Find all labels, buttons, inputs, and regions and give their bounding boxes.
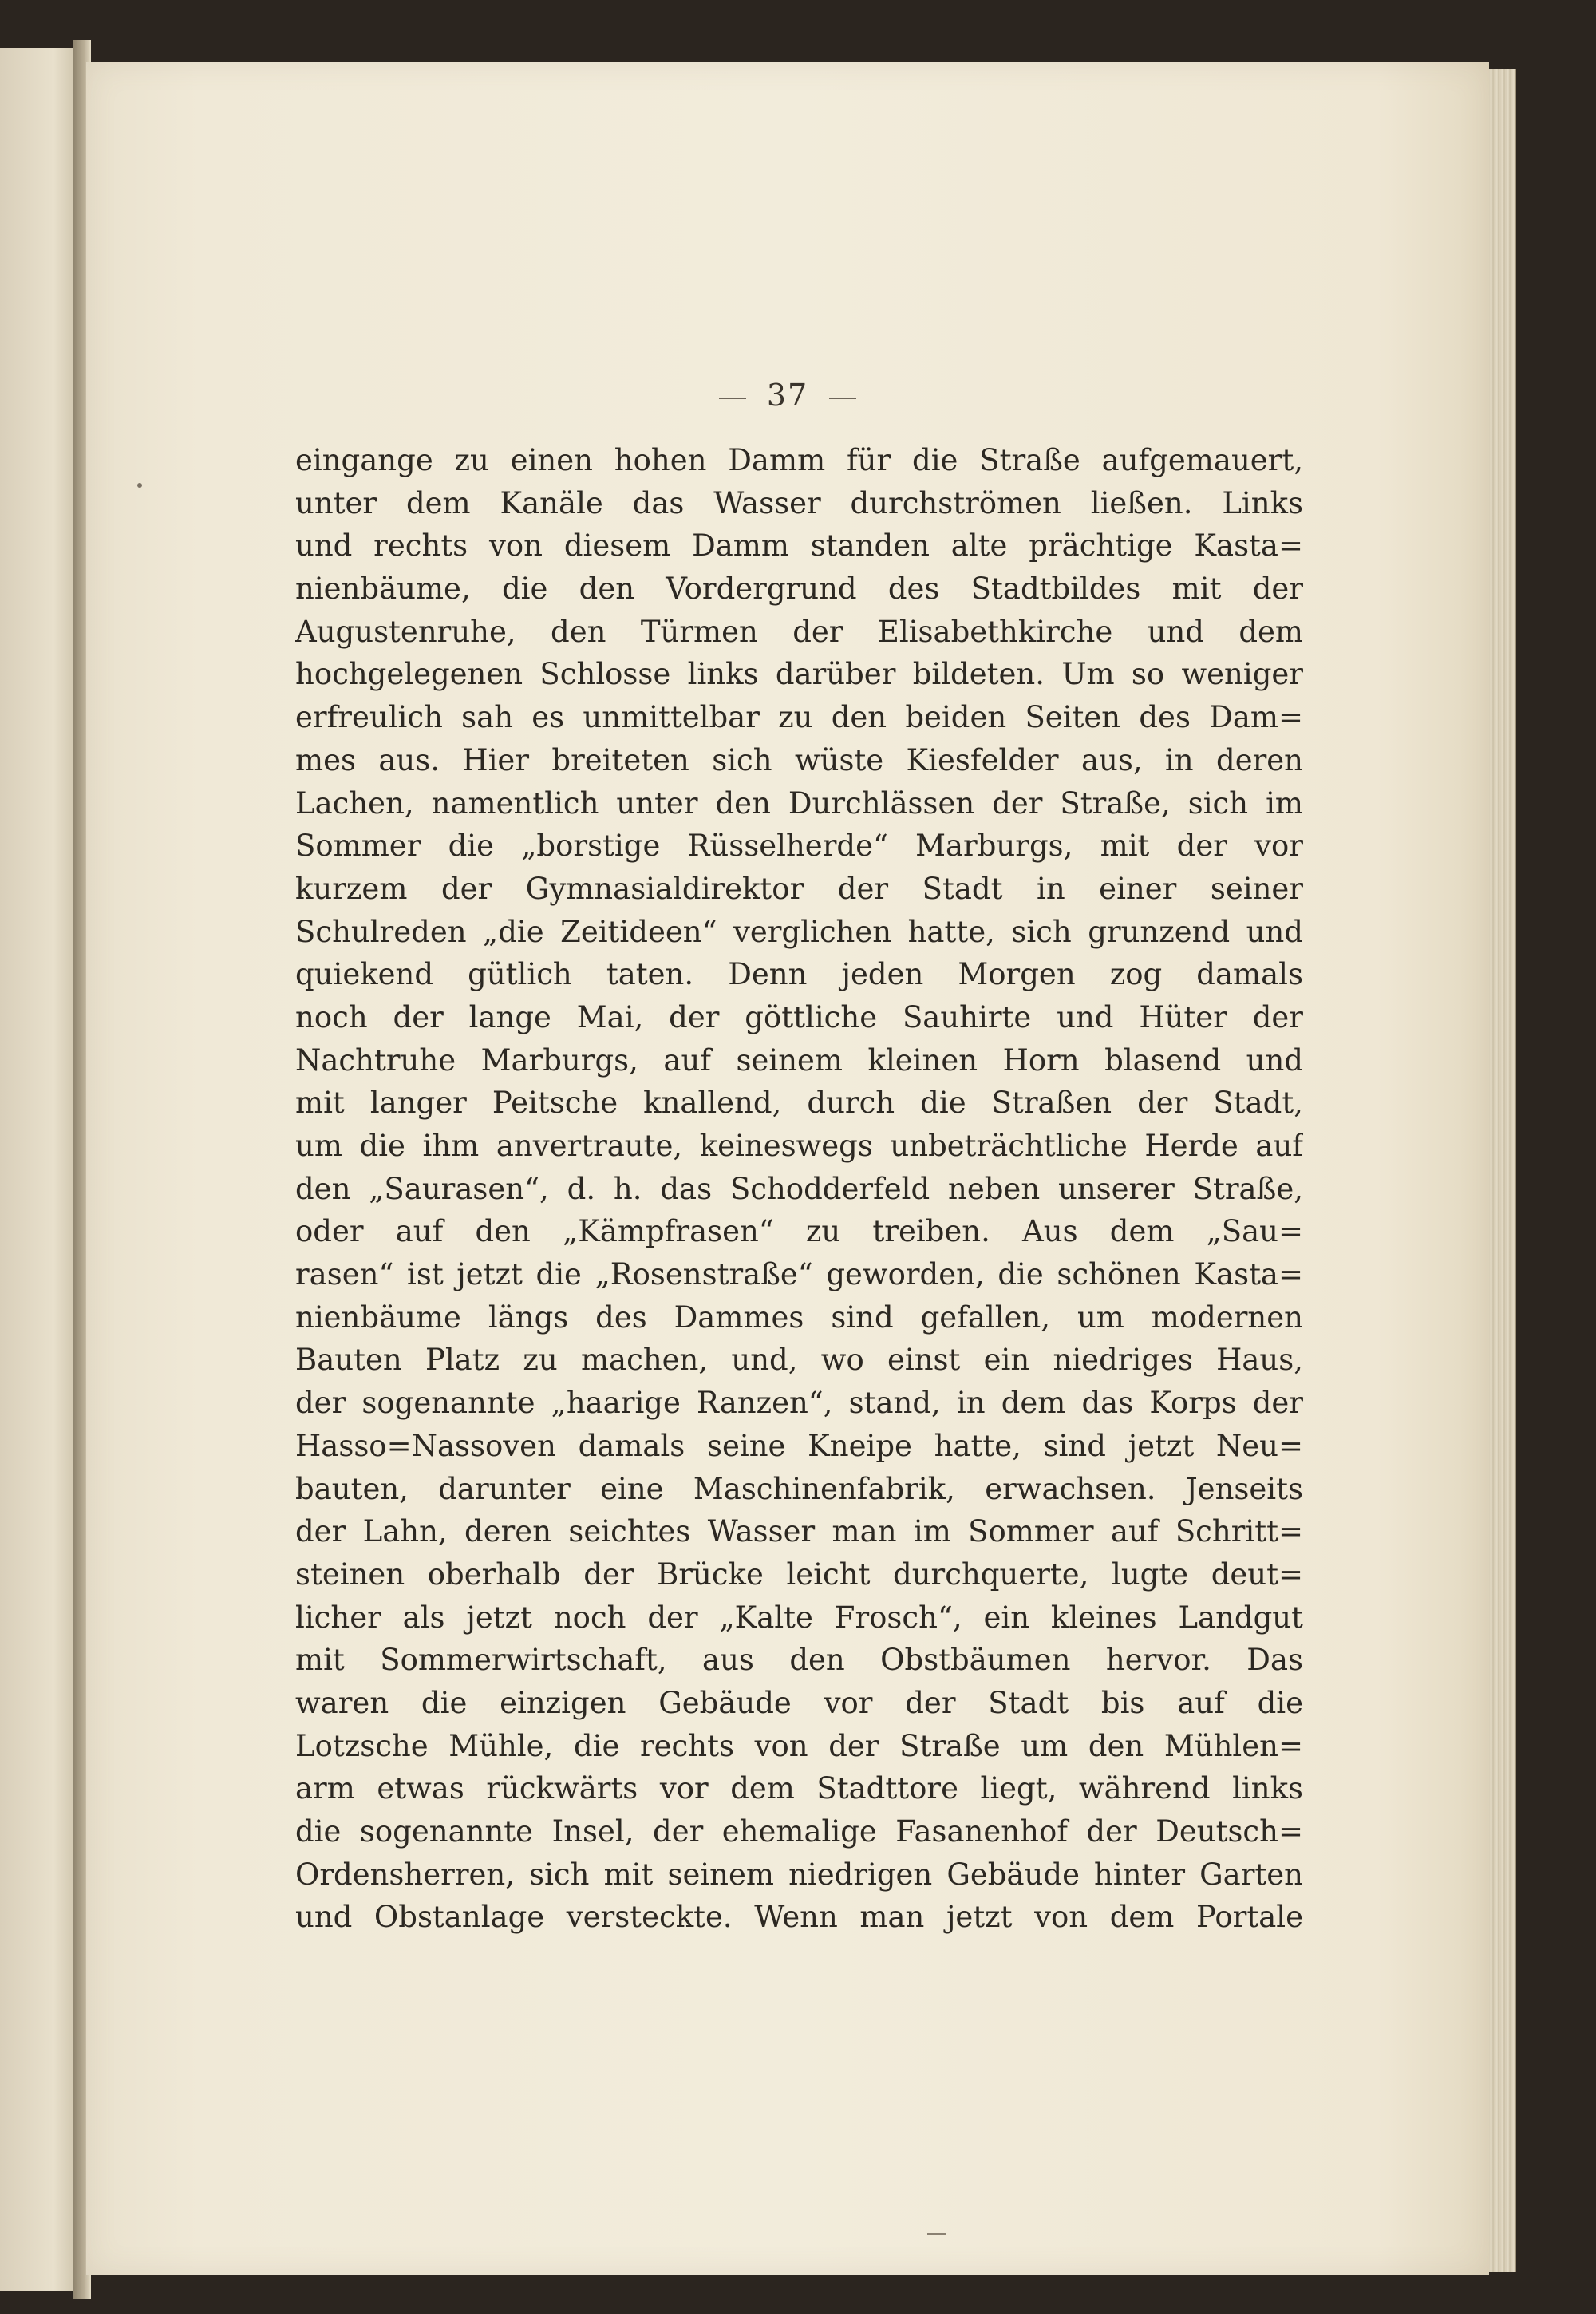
text-line: arm etwas rückwärts vor dem Stadttore liegt, während links	[295, 1771, 1303, 1806]
text-line: erfreulich sah es unmittelbar zu den beiden Seiten des Dam=	[295, 700, 1303, 735]
text-line: Lotzsche Mühle, die rechts von der Straße um den Mühlen=	[295, 1728, 1303, 1763]
text-line: nienbäume, die den Vordergrund des Stadtbildes mit der	[295, 572, 1303, 607]
book-page	[86, 62, 1489, 2275]
text-line: steinen oberhalb der Brücke leicht durchquerte, lugte deut=	[295, 1557, 1303, 1592]
text-line: eingange zu einen hohen Damm für die Straße aufgemauert,	[295, 443, 1303, 477]
header-dash-right	[829, 398, 856, 399]
text-line: oder auf den „Kämpfrasen“ zu treiben. Aus dem „Sau=	[295, 1214, 1303, 1249]
text-line: Augustenruhe, den Türmen der Elisabethkirche und dem	[295, 614, 1303, 649]
text-line: unter dem Kanäle das Wasser durchströmen ließen. Links	[295, 485, 1303, 520]
text-line: noch der lange Mai, der göttliche Sauhirte und Hüter der	[295, 999, 1303, 1034]
text-line: der sogenannte „haarige Ranzen“, stand, in dem das Korps der	[295, 1386, 1303, 1421]
text-line: den „Saurasen“, d. h. das Schodderfeld neben unserer Straße,	[295, 1171, 1303, 1206]
body-text	[295, 439, 1303, 1939]
text-line: hochgelegenen Schlosse links darüber bildeten. Um so weniger	[295, 657, 1303, 692]
text-line: bauten, darunter eine Maschinenfabrik, erwachsen. Jenseits	[295, 1471, 1303, 1506]
text-line: Sommer die „borstige Rüsselherde“ Marburgs, mit der vor	[295, 829, 1303, 864]
text-line: nienbäume längs des Dammes sind gefallen, um modernen	[295, 1299, 1303, 1335]
text-line: Lachen, namentlich unter den Durchlässen der Straße, sich im	[295, 785, 1303, 821]
header-dash-left	[719, 398, 746, 399]
margin-dot	[137, 483, 142, 488]
text-line: waren die einzigen Gebäude vor der Stadt bis auf die	[295, 1685, 1303, 1720]
text-line: die sogenannte Insel, der ehemalige Fasanenhof der Deutsch=	[295, 1814, 1303, 1849]
text-line: mes aus. Hier breiteten sich wüste Kiesfelder aus, in deren	[295, 742, 1303, 777]
text-line: und rechts von diesem Damm standen alte prächtige Kasta=	[295, 528, 1303, 564]
text-line: mit langer Peitsche knallend, durch die Straßen der Stadt,	[295, 1086, 1303, 1121]
text-line: Ordensherren, sich mit seinem niedrigen Gebäude hinter Garten	[295, 1857, 1303, 1892]
page-edges	[1489, 69, 1516, 2272]
text-line: Nachtruhe Marburgs, auf seinem kleinen Horn blasend und	[295, 1042, 1303, 1078]
page-header	[86, 378, 1489, 413]
bottom-rule	[927, 2233, 946, 2235]
text-line: rasen“ ist jetzt die „Rosenstraße“ geworden, die schönen Kasta=	[295, 1257, 1303, 1292]
text-line: quiekend gütlich taten. Denn jeden Morgen zog damals	[295, 957, 1303, 992]
text-line: der Lahn, deren seichtes Wasser man im Sommer auf Schritt=	[295, 1514, 1303, 1549]
text-line: Bauten Platz zu machen, und, wo einst ein niedriges Haus,	[295, 1343, 1303, 1378]
text-line: mit Sommerwirtschaft, aus den Obstbäumen hervor. Das	[295, 1643, 1303, 1678]
page-number: 37	[766, 378, 809, 413]
text-line: um die ihm anvertraute, keineswegs unbeträchtliche Herde auf	[295, 1129, 1303, 1163]
left-facing-page	[0, 48, 79, 2291]
text-line: und Obstanlage versteckte. Wenn man jetzt von dem Portale	[295, 1900, 1303, 1935]
text-line: Schulreden „die Zeitideen“ verglichen hatte, sich grunzend und	[295, 914, 1303, 949]
text-line: Hasso=Nassoven damals seine Kneipe hatte, sind jetzt Neu=	[295, 1428, 1303, 1463]
text-line: licher als jetzt noch der „Kalte Frosch“, ein kleines Landgut	[295, 1600, 1303, 1635]
text-line: kurzem der Gymnasialdirektor der Stadt in einer seiner	[295, 871, 1303, 906]
